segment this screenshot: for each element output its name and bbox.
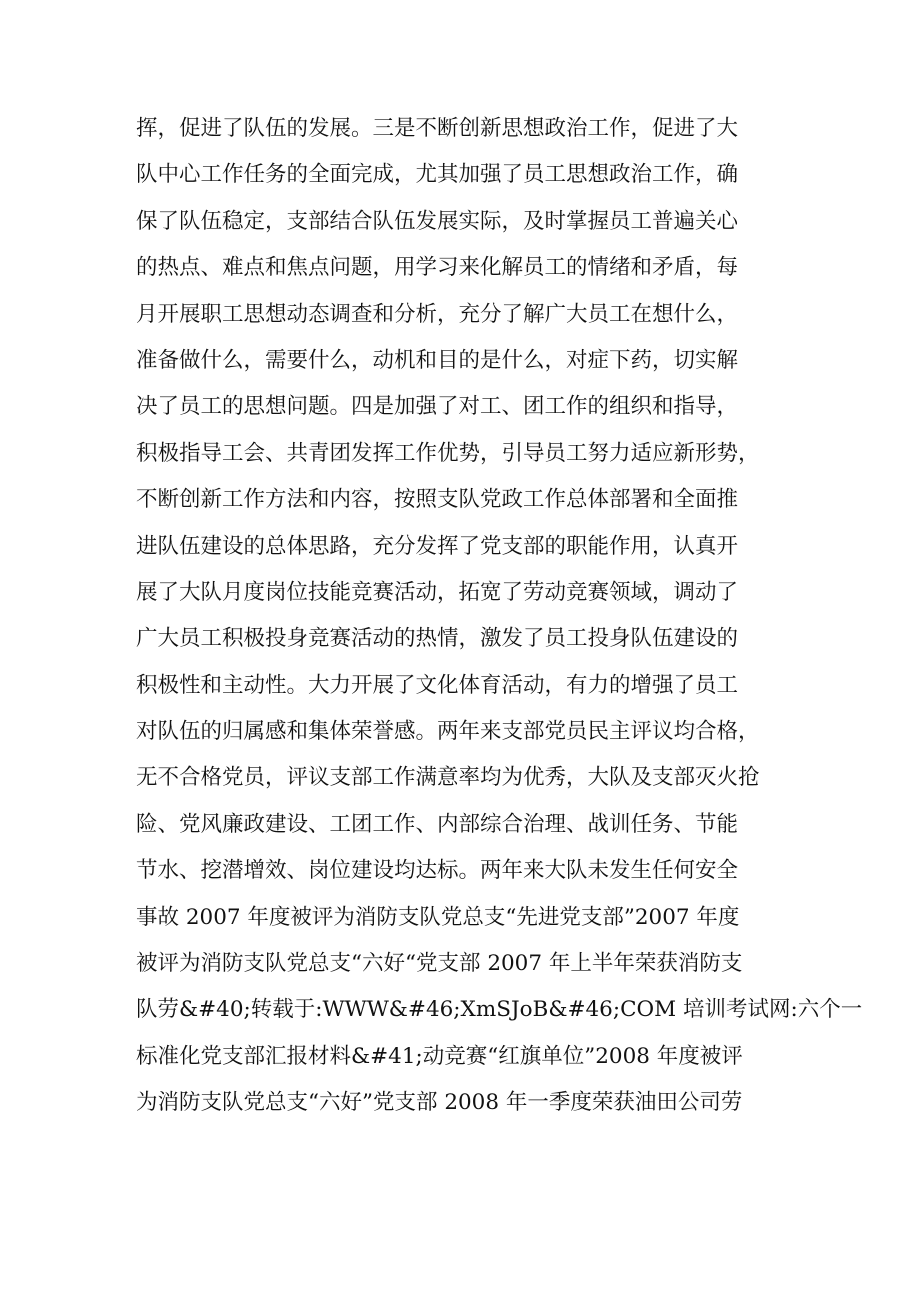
text-line: 积极性和主动性。大力开展了文化体育活动，有力的增强了员工 bbox=[136, 672, 739, 698]
text-line: 展了大队月度岗位技能竞赛活动，拓宽了劳动竞赛领域，调动了 bbox=[136, 579, 739, 605]
text-line: 月开展职工思想动态调查和分析，充分了解广大员工在想什么， bbox=[136, 301, 739, 327]
text-line: 决了员工的思想问题。四是加强了对工、团工作的组织和指导， bbox=[136, 394, 739, 420]
text-line: 队劳&#40;转载于:WWW&#46;XmSJoB&#46;COM 培训考试网:六个一 bbox=[136, 997, 863, 1023]
text-line: 队中心工作任务的全面完成，尤其加强了员工思想政治工作，确 bbox=[136, 162, 739, 188]
text-line: 保了队伍稳定，支部结合队伍发展实际，及时掌握员工普遍关心 bbox=[136, 208, 739, 234]
text-line: 为消防支队党总支“六好”党支部 2008 年一季度荣获油田公司劳 bbox=[136, 1090, 743, 1116]
text-line: 挥，促进了队伍的发展。三是不断创新思想政治工作，促进了大 bbox=[136, 116, 739, 141]
text-line: 无不合格党员，评议支部工作满意率均为优秀，大队及支部灭火抢 bbox=[136, 765, 760, 791]
text-line: 对队伍的归属感和集体荣誉感。两年来支部党员民主评议均合格， bbox=[136, 719, 760, 745]
text-line: 被评为消防支队党总支“六好“党支部 2007 年上半年荣获消防支 bbox=[136, 951, 743, 977]
text-line: 节水、挖潜增效、岗位建设均达标。两年来大队未发生任何安全 bbox=[136, 858, 739, 884]
text-line: 标准化党支部汇报材料&#41;动竞赛“红旗单位”2008 年度被评 bbox=[136, 1043, 743, 1069]
text-line: 进队伍建设的总体思路，充分发挥了党支部的职能作用，认真开 bbox=[136, 533, 739, 559]
text-line: 的热点、难点和焦点问题，用学习来化解员工的情绪和矛盾，每 bbox=[136, 255, 739, 281]
text-line: 险、党风廉政建设、工团工作、内部综合治理、战训任务、节能 bbox=[136, 811, 739, 837]
text-line: 不断创新工作方法和内容，按照支队党政工作总体部署和全面推 bbox=[136, 487, 739, 513]
text-line: 准备做什么，需要什么，动机和目的是什么，对症下药，切实解 bbox=[136, 347, 739, 373]
body-paragraph bbox=[136, 106, 863, 1127]
text-line: 事故 2007 年度被评为消防支队党总支“先进党支部”2007 年度 bbox=[136, 904, 740, 930]
text-line: 广大员工积极投身竞赛活动的热情，激发了员工投身队伍建设的 bbox=[136, 626, 739, 652]
text-line: 积极指导工会、共青团发挥工作优势，引导员工努力适应新形势， bbox=[136, 440, 760, 466]
